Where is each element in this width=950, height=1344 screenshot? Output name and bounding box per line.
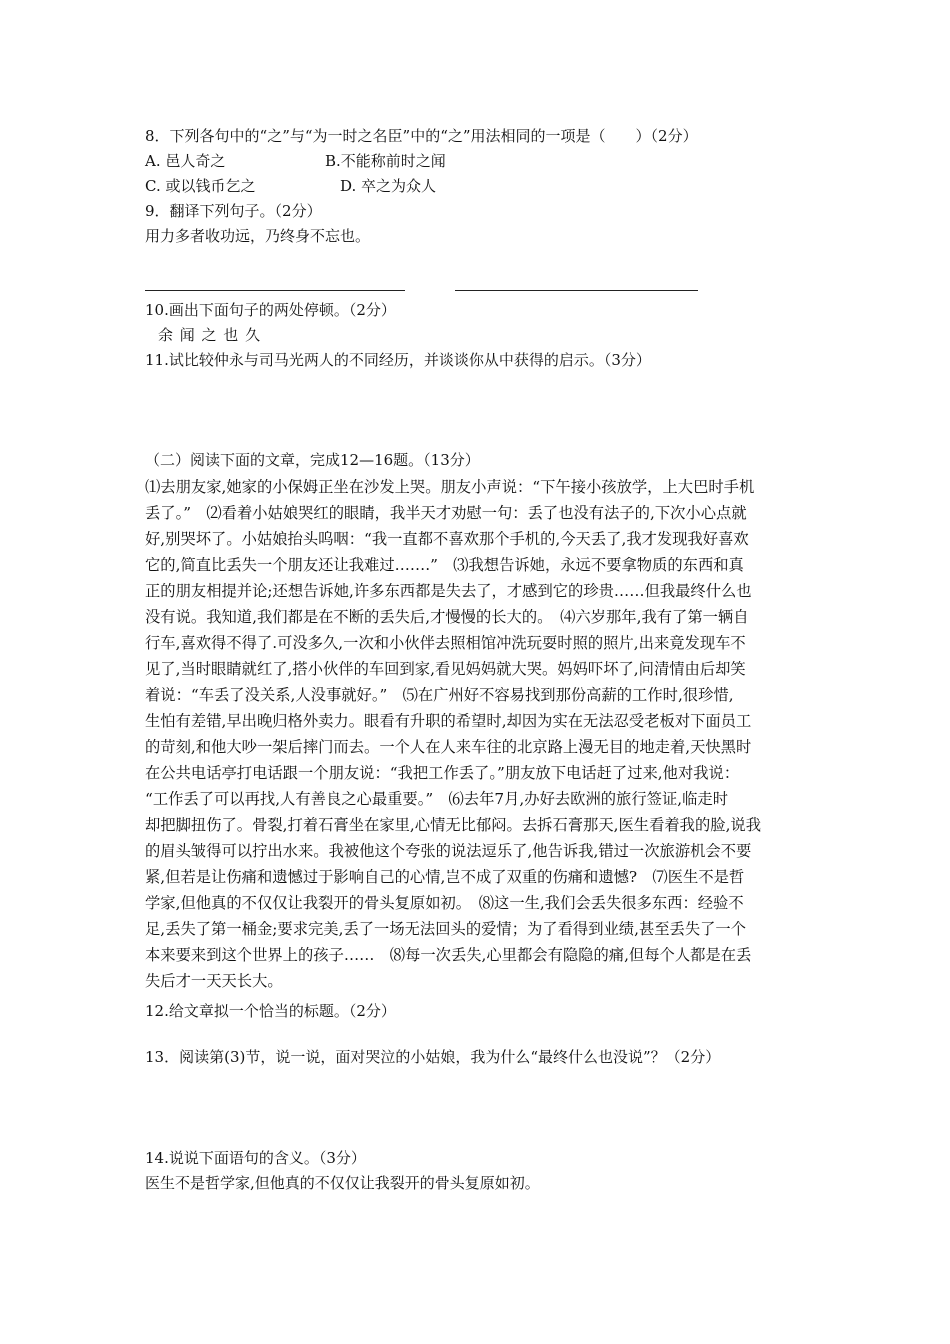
passage-line: 好,别哭坏了。小姑娘抬头呜咽：“我一直都不喜欢那个手机的,今天丢了,我才发现我好喜欢 <box>145 530 749 548</box>
passage-line: 见了,当时眼睛就红了,搭小伙伴的车回到家,看见妈妈就大哭。妈妈吓坏了,问清情由后却笑 <box>145 660 746 678</box>
q10-sentence: 余 闻 之 也 久 <box>158 326 262 344</box>
passage-line: 它的,简直比丢失一个朋友还让我难过…….” ⑶我想告诉她，永远不要拿物质的东西和真 <box>145 556 744 574</box>
section2-passage <box>145 474 810 994</box>
q8-option-a: A. 邑人奇之 <box>145 152 226 170</box>
q13-stem: 13．阅读第(3)节，说一说，面对哭泣的小姑娘，我为什么“最终什么也没说”？（2分） <box>145 1048 721 1066</box>
passage-line: 生怕有差错,早出晚归格外卖力。眼看有升职的希望时,却因为实在无法忍受老板对下面员工 <box>145 712 752 730</box>
q14-sentence: 医生不是哲学家,但他真的不仅仅让我裂开的骨头复原如初。 <box>145 1174 540 1192</box>
q8-option-d: D. 卒之为众人 <box>340 177 437 195</box>
passage-line: 正的朋友相提并论;还想告诉她,许多东西都是失去了，才感到它的珍贵……但我最终什么也 <box>145 582 752 600</box>
passage-line: 学家,但他真的不仅仅让我裂开的骨头复原如初。 ⑻这一生,我们会丢失很多东西：经验不 <box>145 894 744 912</box>
passage-line: ⑴去朋友家,她家的小保姆正坐在沙发上哭。朋友小声说：“下午接小孩放学，上大巴时手机 <box>145 478 755 496</box>
passage-line: 紧,但若是让伤痛和遗憾过于影响自己的心情,岂不成了双重的伤痛和遗憾? ⑺医生不是哲 <box>145 868 745 886</box>
passage-line: 失后才一天天长大。 <box>145 972 283 990</box>
q11-stem: 11.试比较仲永与司马光两人的不同经历，并谈谈你从中获得的启示。（3分） <box>145 351 651 369</box>
q9-answer-blank-1[interactable] <box>145 290 405 291</box>
passage-line: 没有说。我知道,我们都是在不断的丢失后,才慢慢的长大的。 ⑷六岁那年,我有了第一辆自 <box>145 608 749 626</box>
passage-line: 却把脚扭伤了。骨裂,打着石膏坐在家里,心情无比郁闷。去拆石膏那天,医生看着我的脸,说我 <box>145 816 762 834</box>
passage-line: 足,丢失了第一桶金;要求完美,丢了一场无法回头的爱情；为了看得到业绩,甚至丢失了一个 <box>145 920 747 938</box>
q9-answer-blank-2[interactable] <box>455 290 698 291</box>
q10-stem: 10.画出下面句子的两处停顿。（2分） <box>145 301 396 319</box>
passage-line: 的眉头皱得可以拧出水来。我被他这个夸张的说法逗乐了,他告诉我,错过一次旅游机会不要 <box>145 842 752 860</box>
q9-sentence: 用力多者收功远，乃终身不忘也。 <box>145 227 371 245</box>
q8-option-c: C. 或以钱币乞之 <box>145 177 256 195</box>
q8-stem: 8．下列各句中的“之”与“为一时之名臣”中的“之”用法相同的一项是（ ）（2分） <box>145 127 698 145</box>
section2-heading: （二）阅读下面的文章，完成12—16题。（13分） <box>145 451 480 469</box>
q8-options-row-2 <box>145 174 810 198</box>
q14-stem: 14.说说下面语句的含义。（3分） <box>145 1149 366 1167</box>
passage-line: 着说：“车丢了没关系,人没事就好。” ⑸在广州好不容易找到那份高薪的工作时,很珍惜, <box>145 686 734 704</box>
passage-line: 行车,喜欢得不得了.可没多久,一次和小伙伴去照相馆冲洗玩耍时照的照片,出来竟发现车不 <box>145 634 746 652</box>
passage-line: 本来要来到这个世界上的孩子…… ⑻每一次丢失,心里都会有隐隐的痛,但每个人都是在丢 <box>145 946 752 964</box>
q8-option-b: B.不能称前时之闻 <box>325 152 446 170</box>
passage-line: 在公共电话亭打电话跟一个朋友说：“我把工作丢了。”朋友放下电话赶了过来,他对我说： <box>145 764 740 782</box>
passage-line: “工作丢了可以再找,人有善良之心最重要。” ⑹去年7月,办好去欧洲的旅行签证,临走时 <box>145 790 728 808</box>
q9-stem: 9．翻译下列句子。（2分） <box>145 202 322 220</box>
q12-stem: 12.给文章拟一个恰当的标题。（2分） <box>145 1002 396 1020</box>
passage-line: 丢了。” ⑵看着小姑娘哭红的眼睛，我半天才劝慰一句：丢了也没有法子的,下次小心点就 <box>145 504 747 522</box>
q8-options-row-1 <box>145 149 810 173</box>
passage-line: 的苛刻,和他大吵一架后摔门而去。一个人在人来车往的北京路上漫无目的地走着,天快黑时 <box>145 738 752 756</box>
